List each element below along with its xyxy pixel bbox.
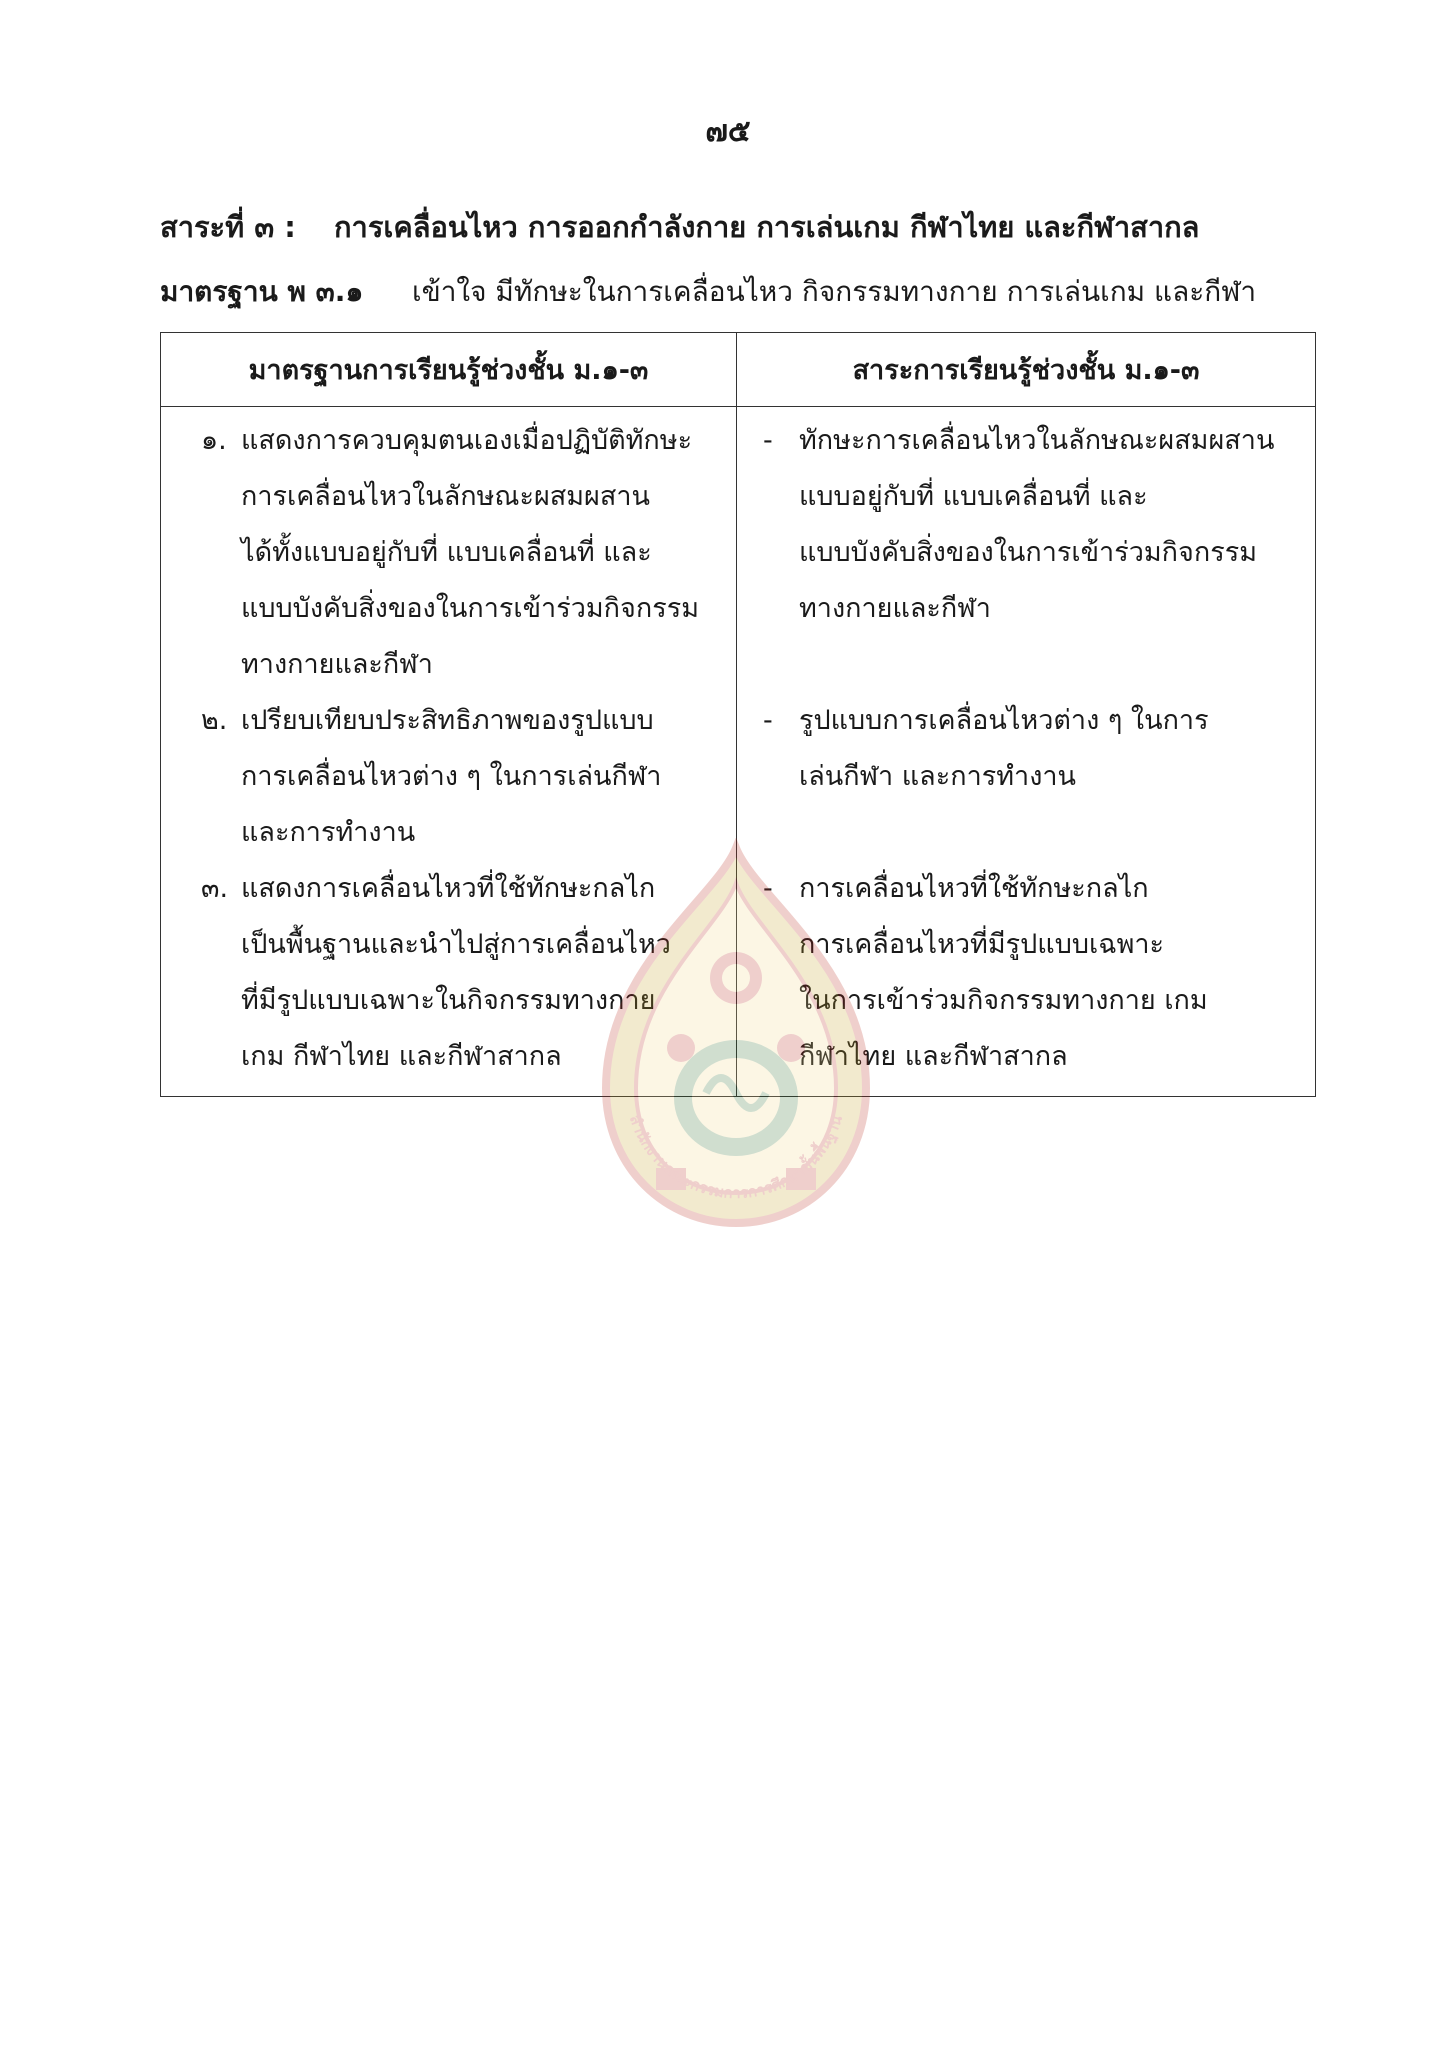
item-line: การเคลื่อนไหวต่าง ๆ ในการเล่นกีฬา xyxy=(241,761,662,792)
bullet-dash: - xyxy=(763,873,773,904)
standards-table xyxy=(160,332,1316,1097)
item-line: แบบอยู่กับที่ แบบเคลื่อนที่ และ xyxy=(799,481,1148,512)
item-line: แสดงการควบคุมตนเองเมื่อปฏิบัติทักษะ xyxy=(241,425,693,456)
standard-item-2 xyxy=(201,693,736,861)
item-line: เปรียบเทียบประสิทธิภาพของรูปแบบ xyxy=(241,705,654,736)
strand-heading xyxy=(160,204,1199,250)
standard-item-3 xyxy=(201,861,736,1085)
strand-label: สาระที่ ๓ : xyxy=(160,210,296,244)
item-line: การเคลื่อนไหวในลักษณะผสมผสาน xyxy=(241,481,650,512)
item-line: และการทำงาน xyxy=(241,817,416,848)
item-line: เล่นกีฬา และการทำงาน xyxy=(799,761,1077,792)
table-header-standards: มาตรฐานการเรียนรู้ช่วงชั้น ม.๑-๓ xyxy=(161,333,737,407)
item-line: เกม กีฬาไทย และกีฬาสากล xyxy=(241,1041,562,1072)
strand-title: การเคลื่อนไหว การออกกำลังกาย การเล่นเกม กีฬาไทย และกีฬาสากล xyxy=(334,210,1200,244)
table-header-content: สาระการเรียนรู้ช่วงชั้น ม.๑-๓ xyxy=(737,333,1315,407)
item-line: รูปแบบการเคลื่อนไหวต่าง ๆ ในการ xyxy=(799,705,1209,736)
item-line: กีฬาไทย และกีฬาสากล xyxy=(799,1041,1068,1072)
bullet-dash: - xyxy=(763,705,773,736)
item-line: ทักษะการเคลื่อนไหวในลักษณะผสมผสาน xyxy=(799,425,1275,456)
item-line: ในการเข้าร่วมกิจกรรมทางกาย เกม xyxy=(799,985,1208,1016)
bullet-dash: - xyxy=(763,425,773,456)
standard-description: เข้าใจ มีทักษะในการเคลื่อนไหว กิจกรรมทางกาย การเล่นเกม และกีฬา xyxy=(412,275,1257,308)
content-item-2 xyxy=(763,693,1315,861)
content-column xyxy=(737,407,1315,1096)
item-line: ที่มีรูปแบบเฉพาะในกิจกรรมทางกาย xyxy=(241,985,656,1016)
standard-label: มาตรฐาน พ ๓.๑ xyxy=(160,275,364,308)
item-line: ได้ทั้งแบบอยู่กับที่ แบบเคลื่อนที่ และ xyxy=(241,537,652,568)
item-line: แบบบังคับสิ่งของในการเข้าร่วมกิจกรรม xyxy=(799,537,1257,568)
item-line: ทางกายและกีฬา xyxy=(241,649,433,680)
item-number: ๒. xyxy=(201,705,228,736)
item-number: ๑. xyxy=(201,425,227,456)
item-line: แสดงการเคลื่อนไหวที่ใช้ทักษะกลไก xyxy=(241,873,656,904)
item-line: การเคลื่อนไหวที่ใช้ทักษะกลไก xyxy=(799,873,1149,904)
standard-item-1 xyxy=(201,413,736,693)
standard-heading xyxy=(160,270,1256,314)
content-item-1 xyxy=(763,413,1315,693)
svg-text:สำนักงานคณะกรรมการการศึกษาขั้น: สำนักงานคณะกรรมการการศึกษาขั้นพื้นฐาน xyxy=(625,1112,846,1202)
item-number: ๓. xyxy=(201,873,229,904)
content-item-3 xyxy=(763,861,1315,1085)
item-line: แบบบังคับสิ่งของในการเข้าร่วมกิจกรรม xyxy=(241,593,699,624)
standards-column xyxy=(161,407,737,1096)
item-line: การเคลื่อนไหวที่มีรูปแบบเฉพาะ xyxy=(799,929,1165,960)
page-number: ๗๕ xyxy=(705,114,751,149)
item-line: เป็นพื้นฐานและนำไปสู่การเคลื่อนไหว xyxy=(241,929,671,960)
item-line: ทางกายและกีฬา xyxy=(799,593,991,624)
